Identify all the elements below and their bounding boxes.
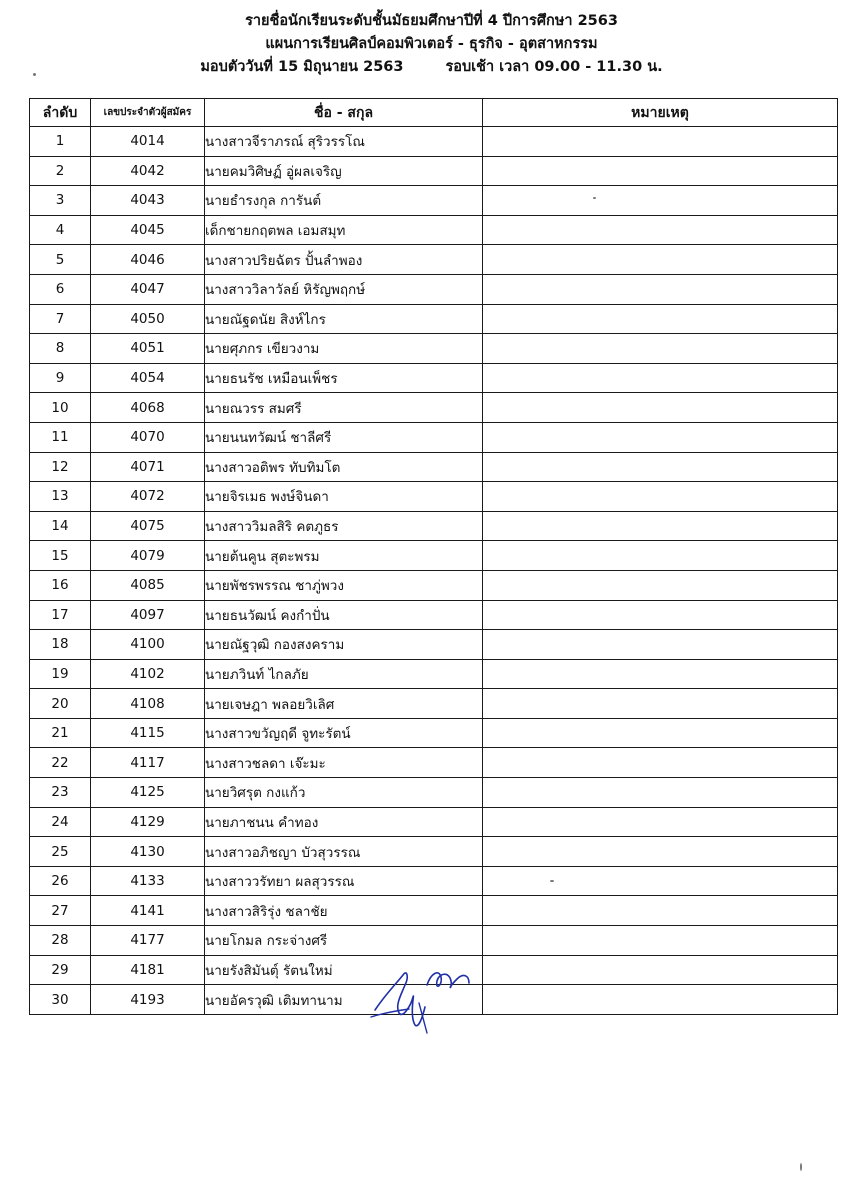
row-order: 17 (30, 600, 91, 630)
row-order: 1 (30, 127, 91, 157)
row-applicant-id: 4097 (91, 600, 205, 630)
row-note (483, 334, 838, 364)
table-row (30, 541, 838, 571)
table-row (30, 393, 838, 423)
row-order: 21 (30, 718, 91, 748)
row-note (483, 985, 838, 1015)
table-row (30, 482, 838, 512)
row-applicant-id: 4070 (91, 422, 205, 452)
table-row (30, 452, 838, 482)
row-order: 11 (30, 422, 91, 452)
row-note (483, 511, 838, 541)
row-applicant-id: 4129 (91, 807, 205, 837)
row-note (483, 807, 838, 837)
row-student-name: นายภวินท์ ไกลภัย (205, 659, 483, 689)
row-order: 19 (30, 659, 91, 689)
row-note (483, 570, 838, 600)
row-student-name: นายอัครวุฒิ เติมทานาม (205, 985, 483, 1015)
row-applicant-id: 4125 (91, 778, 205, 808)
row-applicant-id: 4133 (91, 866, 205, 896)
table-body (30, 127, 838, 1015)
row-note (483, 245, 838, 275)
row-order: 9 (30, 363, 91, 393)
row-order: 4 (30, 215, 91, 245)
row-student-name: นางสาวขวัญฤดี จูทะรัตน์ (205, 718, 483, 748)
row-order: 20 (30, 689, 91, 719)
document-header (0, 10, 863, 79)
row-note (483, 422, 838, 452)
table-row (30, 570, 838, 600)
row-student-name: นายรังสิมันตุ์ รัตนใหม่ (205, 955, 483, 985)
col-header-applicant-id: เลขประจำตัวผู้สมัคร (91, 99, 205, 127)
row-order: 18 (30, 630, 91, 660)
table-row (30, 215, 838, 245)
table-row (30, 334, 838, 364)
row-order: 7 (30, 304, 91, 334)
row-student-name: นางสาวชลดา เจ๊ะมะ (205, 748, 483, 778)
row-applicant-id: 4079 (91, 541, 205, 571)
row-applicant-id: 4193 (91, 985, 205, 1015)
row-student-name: นายโกมล กระจ่างศรี (205, 926, 483, 956)
row-student-name: นายวิศรุต กงแก้ว (205, 778, 483, 808)
row-note (483, 186, 838, 216)
table-row (30, 659, 838, 689)
row-order: 27 (30, 896, 91, 926)
row-student-name: นางสาวอภิชญา บัวสุวรรณ (205, 837, 483, 867)
row-student-name: นางสาววิมลสิริ คตภูธร (205, 511, 483, 541)
row-note (483, 156, 838, 186)
row-student-name: นางสาวสิริรุ่ง ชลาชัย (205, 896, 483, 926)
row-student-name: นายธนวัฒน์ คงกำปั่น (205, 600, 483, 630)
table-row (30, 186, 838, 216)
row-applicant-id: 4100 (91, 630, 205, 660)
scan-speck (593, 197, 596, 199)
row-student-name: นางสาววิลาวัลย์ หิรัญพฤกษ์ (205, 274, 483, 304)
table-row (30, 896, 838, 926)
report-date: มอบตัววันที่ 15 มิถุนายน 2563 (200, 59, 404, 75)
table-row (30, 127, 838, 157)
row-applicant-id: 4177 (91, 926, 205, 956)
program-name: แผนการเรียนศิลป์คอมพิวเตอร์ - ธุรกิจ - อุตสาหกรรม (265, 36, 598, 52)
row-note (483, 718, 838, 748)
row-student-name: นายภาชนน คำทอง (205, 807, 483, 837)
row-student-name: นายธำรงกุล การันต์ (205, 186, 483, 216)
student-roster-table (29, 98, 838, 1015)
signature (365, 955, 485, 1035)
row-note (483, 304, 838, 334)
row-order: 12 (30, 452, 91, 482)
row-student-name: นายนนทวัฒน์ ชาลีศรี (205, 422, 483, 452)
row-note (483, 896, 838, 926)
row-order: 8 (30, 334, 91, 364)
row-order: 29 (30, 955, 91, 985)
row-note (483, 482, 838, 512)
scan-speck (550, 880, 554, 882)
row-note (483, 363, 838, 393)
row-note (483, 274, 838, 304)
table-row (30, 422, 838, 452)
row-order: 26 (30, 866, 91, 896)
row-note (483, 778, 838, 808)
table-row (30, 363, 838, 393)
row-order: 13 (30, 482, 91, 512)
table-row (30, 156, 838, 186)
document-title: รายชื่อนักเรียนระดับชั้นมัธยมศึกษาปีที่ 4 ปีการศึกษา 2563 (245, 13, 618, 29)
table-row (30, 689, 838, 719)
table-header-row (30, 99, 838, 127)
row-note (483, 215, 838, 245)
row-applicant-id: 4075 (91, 511, 205, 541)
row-student-name: นายคมวิศิษฏ์ อู่ผลเจริญ (205, 156, 483, 186)
row-order: 5 (30, 245, 91, 275)
row-note (483, 630, 838, 660)
row-order: 10 (30, 393, 91, 423)
row-applicant-id: 4117 (91, 748, 205, 778)
row-note (483, 955, 838, 985)
table-row (30, 748, 838, 778)
row-student-name: นายณัฐวุฒิ กองสงคราม (205, 630, 483, 660)
row-note (483, 659, 838, 689)
schedule-line (0, 56, 863, 79)
row-applicant-id: 4085 (91, 570, 205, 600)
table-row (30, 630, 838, 660)
table-row (30, 807, 838, 837)
row-student-name: นายเจษฎา พลอยวิเลิศ (205, 689, 483, 719)
row-applicant-id: 4108 (91, 689, 205, 719)
row-student-name: นายศุภกร เขียวงาม (205, 334, 483, 364)
row-order: 6 (30, 274, 91, 304)
row-applicant-id: 4047 (91, 274, 205, 304)
row-note (483, 866, 838, 896)
table-row (30, 718, 838, 748)
row-order: 16 (30, 570, 91, 600)
row-student-name: นายจิรเมธ พงษ์จินดา (205, 482, 483, 512)
row-applicant-id: 4050 (91, 304, 205, 334)
row-applicant-id: 4072 (91, 482, 205, 512)
row-student-name: นายณวรร สมศรี (205, 393, 483, 423)
col-header-order: ลำดับ (30, 99, 91, 127)
session-time: รอบเช้า เวลา 09.00 - 11.30 น. (445, 59, 663, 75)
col-header-name: ชื่อ - สกุล (205, 99, 483, 127)
row-applicant-id: 4141 (91, 896, 205, 926)
table-row (30, 600, 838, 630)
row-order: 22 (30, 748, 91, 778)
row-student-name: นายธนรัช เหมือนเพ็ชร (205, 363, 483, 393)
row-order: 24 (30, 807, 91, 837)
col-header-note: หมายเหตุ (483, 99, 838, 127)
table-row (30, 926, 838, 956)
row-order: 23 (30, 778, 91, 808)
row-order: 30 (30, 985, 91, 1015)
row-applicant-id: 4043 (91, 186, 205, 216)
row-applicant-id: 4068 (91, 393, 205, 423)
table-row (30, 245, 838, 275)
row-note (483, 748, 838, 778)
row-applicant-id: 4045 (91, 215, 205, 245)
row-applicant-id: 4130 (91, 837, 205, 867)
row-note (483, 600, 838, 630)
row-applicant-id: 4115 (91, 718, 205, 748)
table-row (30, 837, 838, 867)
scan-speck (33, 73, 36, 76)
row-applicant-id: 4042 (91, 156, 205, 186)
row-applicant-id: 4051 (91, 334, 205, 364)
row-note (483, 926, 838, 956)
row-student-name: นายต้นคูน สุตะพรม (205, 541, 483, 571)
row-student-name: นางสาวอติพร ทับทิมโต (205, 452, 483, 482)
row-order: 25 (30, 837, 91, 867)
table-row (30, 511, 838, 541)
row-note (483, 689, 838, 719)
row-note (483, 541, 838, 571)
scan-speck (800, 1163, 802, 1171)
row-student-name: นายณัฐดนัย สิงห์ไกร (205, 304, 483, 334)
row-student-name: นายพัชรพรรณ ชาภู่พวง (205, 570, 483, 600)
row-student-name: เด็กชายกฤตพล เอมสมุท (205, 215, 483, 245)
table-row (30, 866, 838, 896)
row-note (483, 127, 838, 157)
row-student-name: นางสาวจีราภรณ์ สุริวรรโณ (205, 127, 483, 157)
row-order: 3 (30, 186, 91, 216)
table-row (30, 778, 838, 808)
row-applicant-id: 4054 (91, 363, 205, 393)
row-student-name: นางสาววรัทยา ผลสุวรรณ (205, 866, 483, 896)
row-applicant-id: 4102 (91, 659, 205, 689)
row-note (483, 837, 838, 867)
row-note (483, 452, 838, 482)
row-note (483, 393, 838, 423)
row-student-name: นางสาวปริยฉัตร ปั้นลำพอง (205, 245, 483, 275)
row-order: 2 (30, 156, 91, 186)
row-applicant-id: 4181 (91, 955, 205, 985)
row-order: 15 (30, 541, 91, 571)
row-order: 28 (30, 926, 91, 956)
table-row (30, 274, 838, 304)
row-applicant-id: 4014 (91, 127, 205, 157)
row-order: 14 (30, 511, 91, 541)
table-row (30, 304, 838, 334)
row-applicant-id: 4071 (91, 452, 205, 482)
row-applicant-id: 4046 (91, 245, 205, 275)
